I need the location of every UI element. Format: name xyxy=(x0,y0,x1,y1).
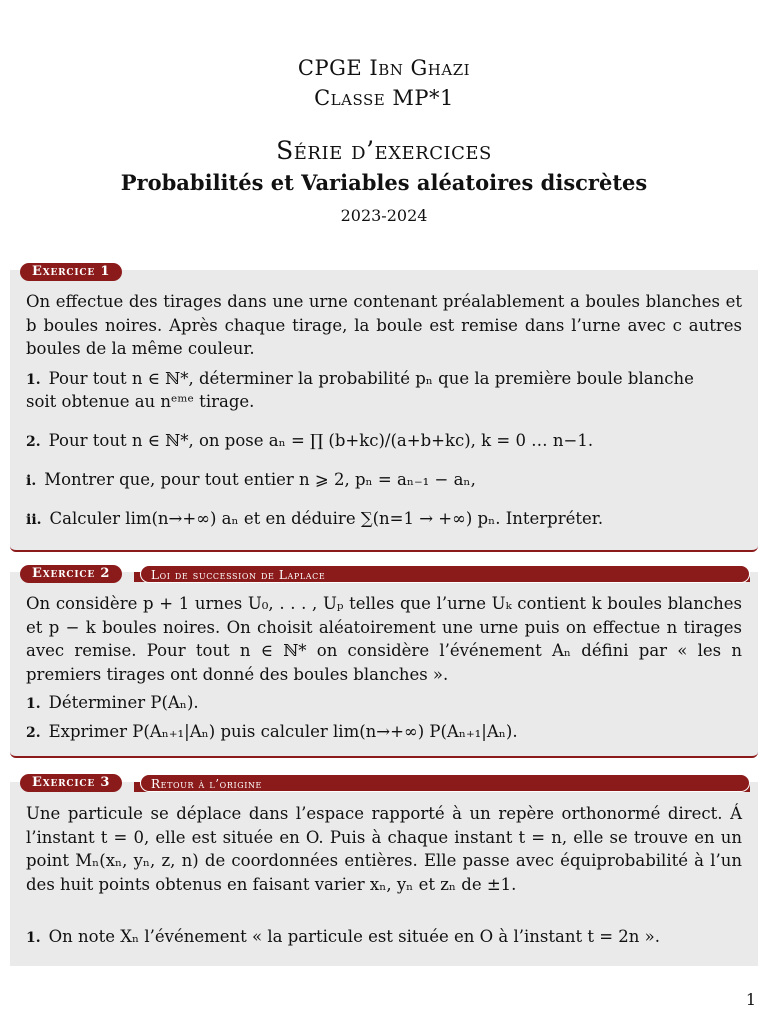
exercise-1-q2 xyxy=(26,431,593,450)
q2-text: Pour tout n ∈ ℕ*, on pose aₙ = ∏ (b+kc)/(a+b+kc), k = 0 … n−1. xyxy=(48,431,594,450)
class-name: Classe MP*1 xyxy=(314,86,454,110)
qii-text: Calculer lim(n→+∞) aₙ et en déduire ∑(n=1 → +∞) pₙ. Interpréter. xyxy=(49,509,604,528)
exercise-1-q1 xyxy=(26,369,694,388)
exercise-2-q2 xyxy=(26,722,518,741)
exercise-1-intro: On effectue des tirages dans une urne contenant préalablement a boules blanches et b boules noires. Après chaque tirage, la boule est remise dans l’urne avec c autres boules de la même couleur. xyxy=(26,292,742,358)
page-number: 1 xyxy=(745,990,756,1009)
exercise-1-tag: Exercice 1 xyxy=(20,263,122,281)
exercise-2-intro: On considère p + 1 urnes U₀, . . . , Uₚ telles que l’urne Uₖ contient k boules blanches et p − k boules noires. On choisit aléatoirement une urne puis on effectue n tirages avec remise. Pour tout n ∈ ℕ* on considère l’événement Aₙ défini par « les n premiers tirages ont donné des boules blanches ». xyxy=(26,594,742,684)
q1-number: 1. xyxy=(26,696,41,712)
exercise-1-q1-cont: soit obtenue au nᵉᵐᵉ tirage. xyxy=(26,392,255,411)
school-year: 2023-2024 xyxy=(340,206,428,225)
q1-text: On note Xₙ l’événement « la particule est située en O à l’instant t = 2n ». xyxy=(48,927,660,946)
exercise-3-intro: Une particule se déplace dans l’espace rapporté à un repère orthonormé direct. Á l’instant t = 0, elle est située en O. Puis à chaque instant t = n, elle se trouve en un point Mₙ(xₙ, yₙ, z, n) de coordonnées entières. Elle passe avec équiprobabilité à l’un des huit points obtenus en faisant varier xₙ, yₙ et zₙ de ±1. xyxy=(26,804,742,894)
subject-title: Probabilités et Variables aléatoires discrètes xyxy=(120,170,648,195)
q1-text: Pour tout n ∈ ℕ*, déterminer la probabilité pₙ que la première boule blanche xyxy=(48,369,694,388)
exercise-3-title: Retour à l’origine xyxy=(140,774,750,792)
exercise-3-q1 xyxy=(26,927,660,946)
exercise-2-tag: Exercice 2 xyxy=(20,565,122,583)
q1-number: 1. xyxy=(26,372,41,388)
q2-number: 2. xyxy=(26,725,41,741)
exercise-2-q1 xyxy=(26,693,199,712)
q2-text: Exprimer P(Aₙ₊₁|Aₙ) puis calculer lim(n→+∞) P(Aₙ₊₁|Aₙ). xyxy=(48,722,518,741)
school-name: CPGE Ibn Ghazi xyxy=(297,56,471,80)
exercise-3-tag: Exercice 3 xyxy=(20,774,122,792)
qii-number: ii. xyxy=(26,512,42,528)
serie-title: Série d’exercices xyxy=(276,136,492,165)
exercise-1-qi xyxy=(26,470,476,489)
q2-number: 2. xyxy=(26,434,41,450)
qi-number: i. xyxy=(26,473,37,489)
exercise-2-title: Loi de succession de Laplace xyxy=(140,565,750,583)
q1-text: Déterminer P(Aₙ). xyxy=(48,693,199,712)
q1-number: 1. xyxy=(26,930,41,946)
exercise-1-qii xyxy=(26,509,603,528)
qi-text: Montrer que, pour tout entier n ⩾ 2, pₙ = aₙ₋₁ − aₙ, xyxy=(44,470,476,489)
